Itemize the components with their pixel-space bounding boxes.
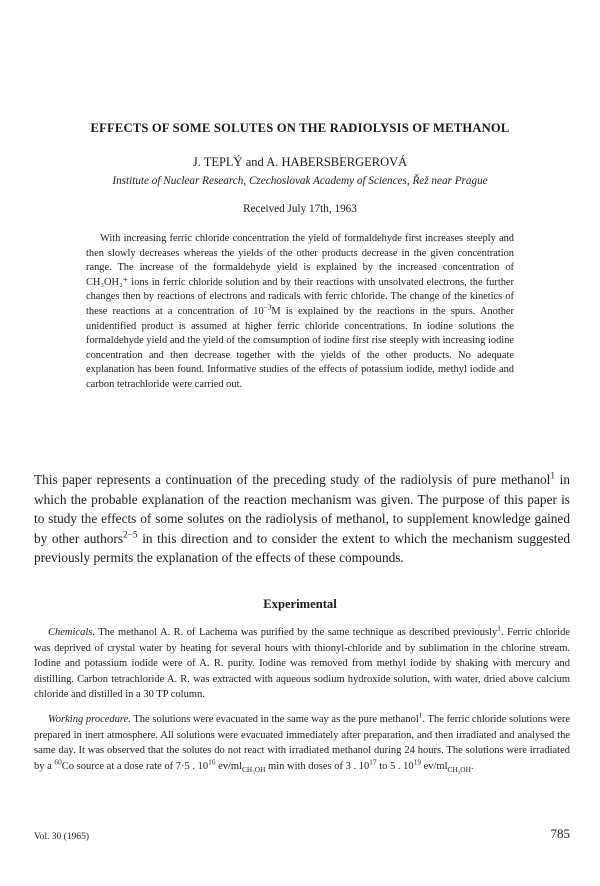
paragraph-text: . The ferric chloride solutions were prepared in inert atmosphere. All solutions were evacuated immediately after preparation, and then irradiated and analysed the same day. It was observed that the solutes do not react with irradiated methanol during 24 hours. The solutions were irradiated by a [34,714,570,772]
paragraph-text: Co source at a dose rate of 7·5 . 10 [61,760,209,772]
intro-text: in this direction and to consider the extent to which the mechanism suggested previously permits the explanation of the effects of these compounds. [34,530,570,565]
reference-mark: 1 [418,710,423,720]
abstract-text: With increasing ferric chloride concentration the yield of formaldehyde first increases steeply and then slowly decreases whereas the yields of the other products decrease in the given concentration range. The increase of the formaldehyde yield is explained by the increased concentration of [86,233,514,274]
paragraph-text: . Ferric chloride was deprived of crystal water by heating for several hours with thionyl-chloride and by sublimation in the chlorine stream. Iodine and potassium iodide were of A. R. purity. Iodine was removed from methyl iodide by shaking with mercury and distilling. Carbon tetrachloride A. R. was extracted with aqueous sodium hydroxide solution, with water, dried above calcium chloride and distilled in a 30 TP column. [34,627,570,700]
affiliation: Institute of Nuclear Research, Czechoslovak Academy of Sciences, Řež near Prague [112,175,488,187]
runin-heading: Working procedure. [48,714,131,725]
intro-text: in which the probable explanation of the reaction mechanism was given. The purpose of this paper is to study the effects of some solutes on the radiolysis of methanol, to supplement knowledge gained by other authors [34,472,570,546]
page-number: 785 [550,826,570,841]
exponent: 19 [413,757,421,766]
abstract-text: ions in ferric chloride solution and by their reactions with unsolvated electrons, the further changes then by reactions of electrons and radicals with ferric chloride. The change of the kinetics of these reactions at a concentration of 10 [86,276,514,317]
chemicals-paragraph [34,625,570,703]
paragraph-text: ev/ml [215,760,243,772]
runin-heading: Chemicals. [48,627,95,638]
paragraph-text: ev/ml [420,760,448,772]
article-title: EFFECTS OF SOME SOLUTES ON THE RADIOLYSIS OF METHANOL [90,121,510,135]
introduction [34,470,570,568]
subscript: CH₃OH [447,764,471,774]
authors: J. TEPLÝ and A. HABERSBERGEROVÁ [192,155,408,169]
volume-line: Vol. 30 (1965) [34,832,89,842]
paragraph-text: . [470,760,474,772]
reference-mark: 1 [550,471,555,482]
paragraph-text: The solutions were evacuated in the same way as the pure methanol [130,714,419,725]
reference-mark: 1 [497,623,501,633]
received-date: Received July 17th, 1963 [243,203,357,215]
subscript: CH₃OH [242,764,266,774]
intro-text: This paper represents a continuation of the preceding study of the radiolysis of pure methanol [34,472,551,487]
paragraph-text: min with doses of 3 . 10 [265,760,370,772]
exponent: 16 [208,757,216,766]
exponent: −3 [263,303,272,312]
abstract [86,232,514,393]
ion-formula: CH₃OH₂⁺ [86,276,129,288]
exponent: 17 [369,757,377,766]
procedure-paragraph [34,712,570,774]
isotope-mass: 60 [54,757,62,766]
abstract-text: M is explained by the reactions in the spurs. Another unidentified product is assumed at higher ferric chloride concentrations. In iodine solutions the formaldehyde yield and the yield of the comsumption of iodine first rise steeply with increasing iodine concentration and then decrease together with the yields of the other products. No adequate explanation has been found. Informative studies of the effects of potassium iodide, methyl iodide and carbon tetrachloride were carried out. [86,305,514,390]
section-heading: Experimental [263,597,337,611]
reference-mark: 2−5 [123,530,138,541]
paragraph-text: The methanol A. R. of Lachema was purified by the same technique as described previously [94,627,498,638]
paragraph-text: to 5 . 10 [376,760,414,772]
